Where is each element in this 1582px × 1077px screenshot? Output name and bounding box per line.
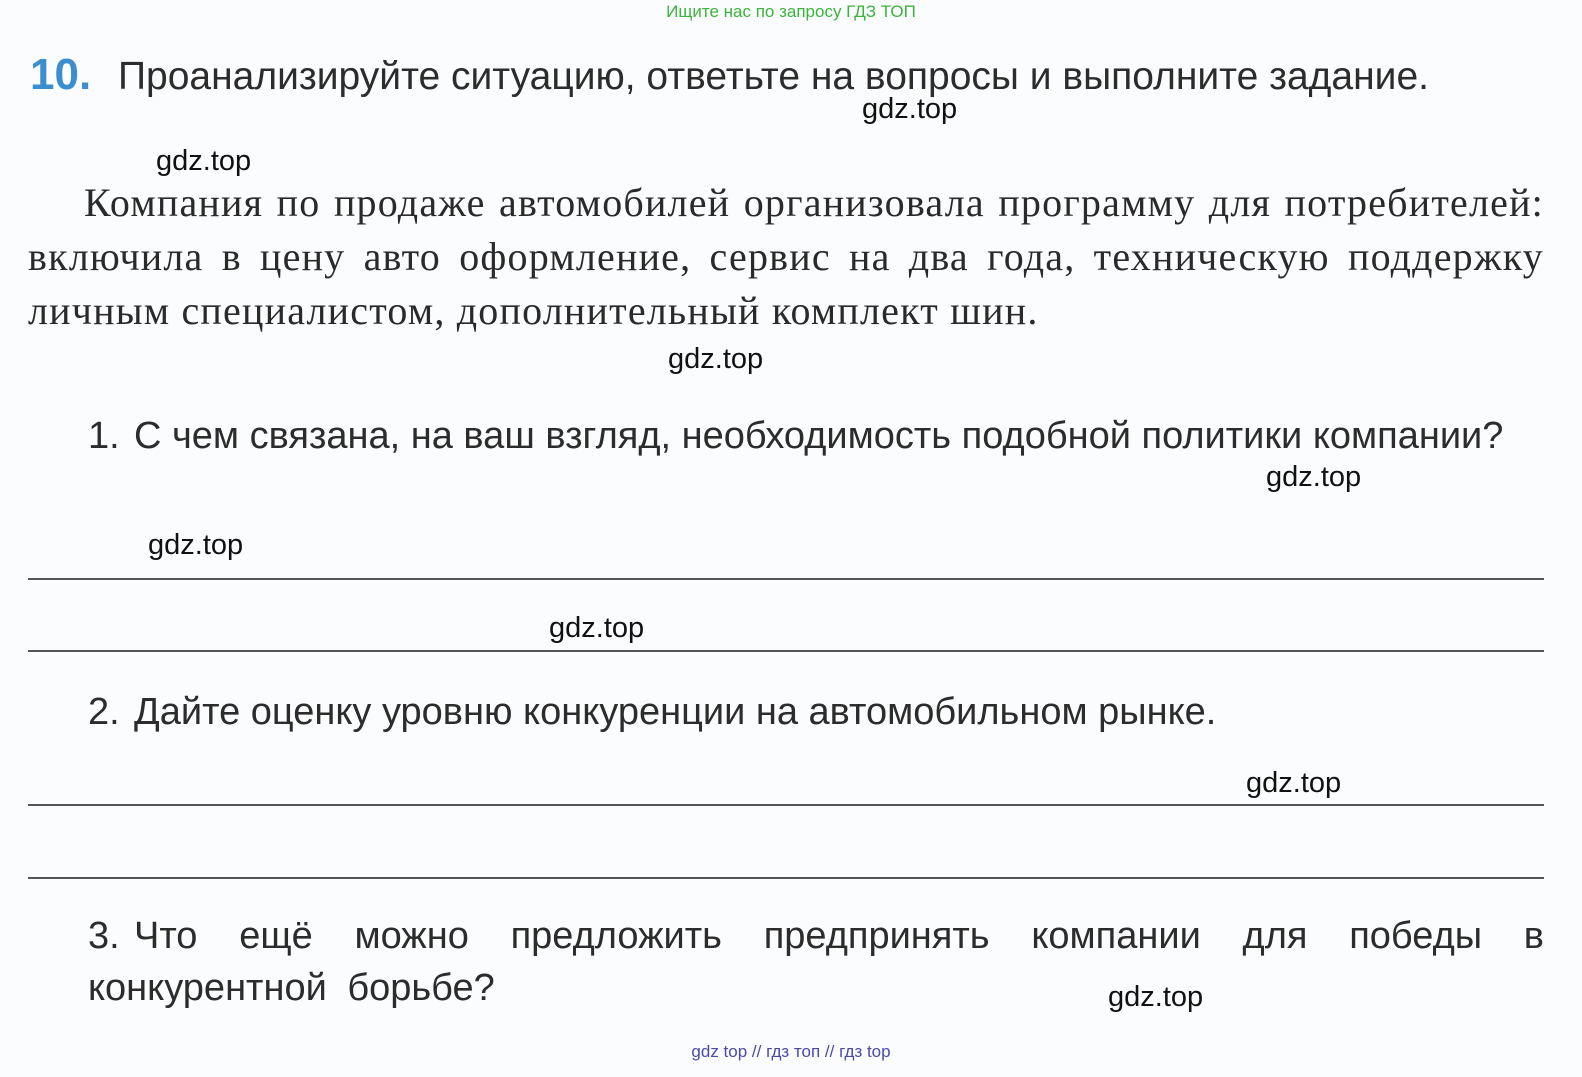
watermark: gdz.top (156, 145, 252, 177)
watermark: gdz.top (1108, 981, 1204, 1013)
question-3 (88, 910, 1544, 1014)
question-1 (88, 410, 1544, 462)
situation-body: Компания по продаже автомобилей организовала программу для потребителей: включила в цену авто оформление, сервис на два года, техническую поддержку личным специалистом, дополнительный комплект шин. (28, 180, 1544, 333)
question-number: 1. (88, 415, 120, 457)
watermark: gdz.top (1246, 767, 1342, 799)
task-instruction: Проанализируйте ситуацию, ответьте на вопросы и выполните задание. (118, 55, 1429, 98)
answer-line[interactable] (28, 578, 1544, 580)
watermark: gdz.top (549, 612, 645, 644)
watermark: gdz.top (1266, 461, 1362, 493)
watermark: gdz.top (862, 93, 958, 125)
answer-line[interactable] (28, 804, 1544, 806)
task-number: 10. (30, 50, 92, 99)
question-text: Дайте оценку уровню конкуренции на автомобильном рынке. (134, 691, 1217, 733)
watermark: gdz.top (148, 529, 244, 561)
situation-text (28, 176, 1544, 338)
question-number: 2. (88, 691, 120, 733)
bottom-banner[interactable]: gdz top // гдз топ // гдз top (691, 1042, 891, 1061)
answer-line[interactable] (28, 877, 1544, 879)
watermark: gdz.top (668, 343, 764, 375)
question-2 (88, 686, 1544, 738)
question-text: Что ещё можно предложить предпринять компании для победы в конкурентной борьбе? (88, 915, 1544, 1009)
answer-line[interactable] (28, 650, 1544, 652)
question-number: 3. (88, 915, 120, 957)
question-text: С чем связана, на ваш взгляд, необходимость подобной политики компании? (134, 415, 1504, 457)
top-banner[interactable]: Ищите нас по запросу ГДЗ ТОП (666, 2, 916, 21)
